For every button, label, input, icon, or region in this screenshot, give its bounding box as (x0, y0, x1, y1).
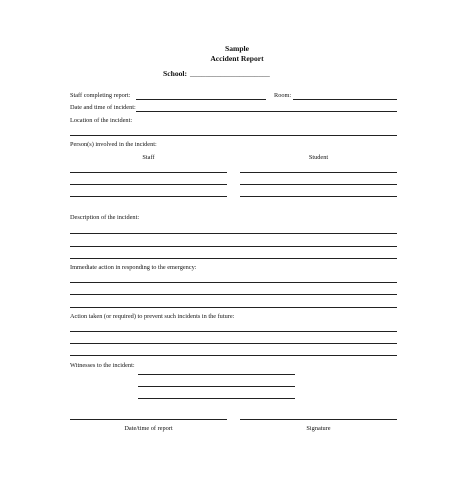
staff-column-header: Staff (142, 154, 155, 161)
signature-label: Signature (306, 425, 331, 432)
date-time-report-line[interactable] (70, 419, 227, 420)
action-taken-line-3[interactable] (70, 355, 397, 356)
room-label: Room: (274, 92, 292, 99)
date-time-line[interactable] (136, 111, 397, 112)
action-taken-line-1[interactable] (70, 331, 397, 332)
school-label: School: (163, 69, 188, 78)
description-line-2[interactable] (70, 246, 397, 247)
description-line-1[interactable] (70, 233, 397, 234)
persons-involved-label: Person(s) involved in the incident: (70, 141, 157, 148)
date-time-report-label: Date/time of report (124, 425, 173, 432)
student-column-header: Student (308, 154, 329, 161)
witness-line-3[interactable] (138, 398, 295, 399)
witness-line-1[interactable] (138, 374, 295, 375)
school-field[interactable]: _____________________ (190, 69, 270, 78)
action-taken-line-2[interactable] (70, 343, 397, 344)
staff-line-1[interactable] (70, 172, 227, 173)
staff-line-2[interactable] (70, 184, 227, 185)
witness-line-2[interactable] (138, 386, 295, 387)
immediate-action-label: Immediate action in responding to the emergency: (70, 264, 197, 271)
signature-line[interactable] (240, 419, 397, 420)
immediate-action-line-2[interactable] (70, 294, 397, 295)
description-line-3[interactable] (70, 258, 397, 259)
form-title: Accident Report (210, 54, 264, 63)
witnesses-label: Witnesses to the incident: (70, 362, 135, 369)
staff-line-3[interactable] (70, 196, 227, 197)
student-line-2[interactable] (240, 184, 397, 185)
room-line[interactable] (293, 99, 397, 100)
form-title-sample: Sample (224, 44, 250, 53)
student-line-1[interactable] (240, 172, 397, 173)
action-taken-label: Action taken (or required) to prevent such incidents in the future: (70, 313, 235, 320)
immediate-action-line-1[interactable] (70, 282, 397, 283)
location-label: Location of the incident: (70, 117, 133, 124)
staff-completing-label: Staff completing report: (70, 92, 131, 99)
location-line[interactable] (70, 135, 397, 136)
description-label: Description of the incident: (70, 214, 140, 221)
staff-completing-line[interactable] (136, 99, 266, 100)
date-time-label: Date and time of incident: (70, 104, 136, 111)
student-line-3[interactable] (240, 196, 397, 197)
immediate-action-line-3[interactable] (70, 307, 397, 308)
